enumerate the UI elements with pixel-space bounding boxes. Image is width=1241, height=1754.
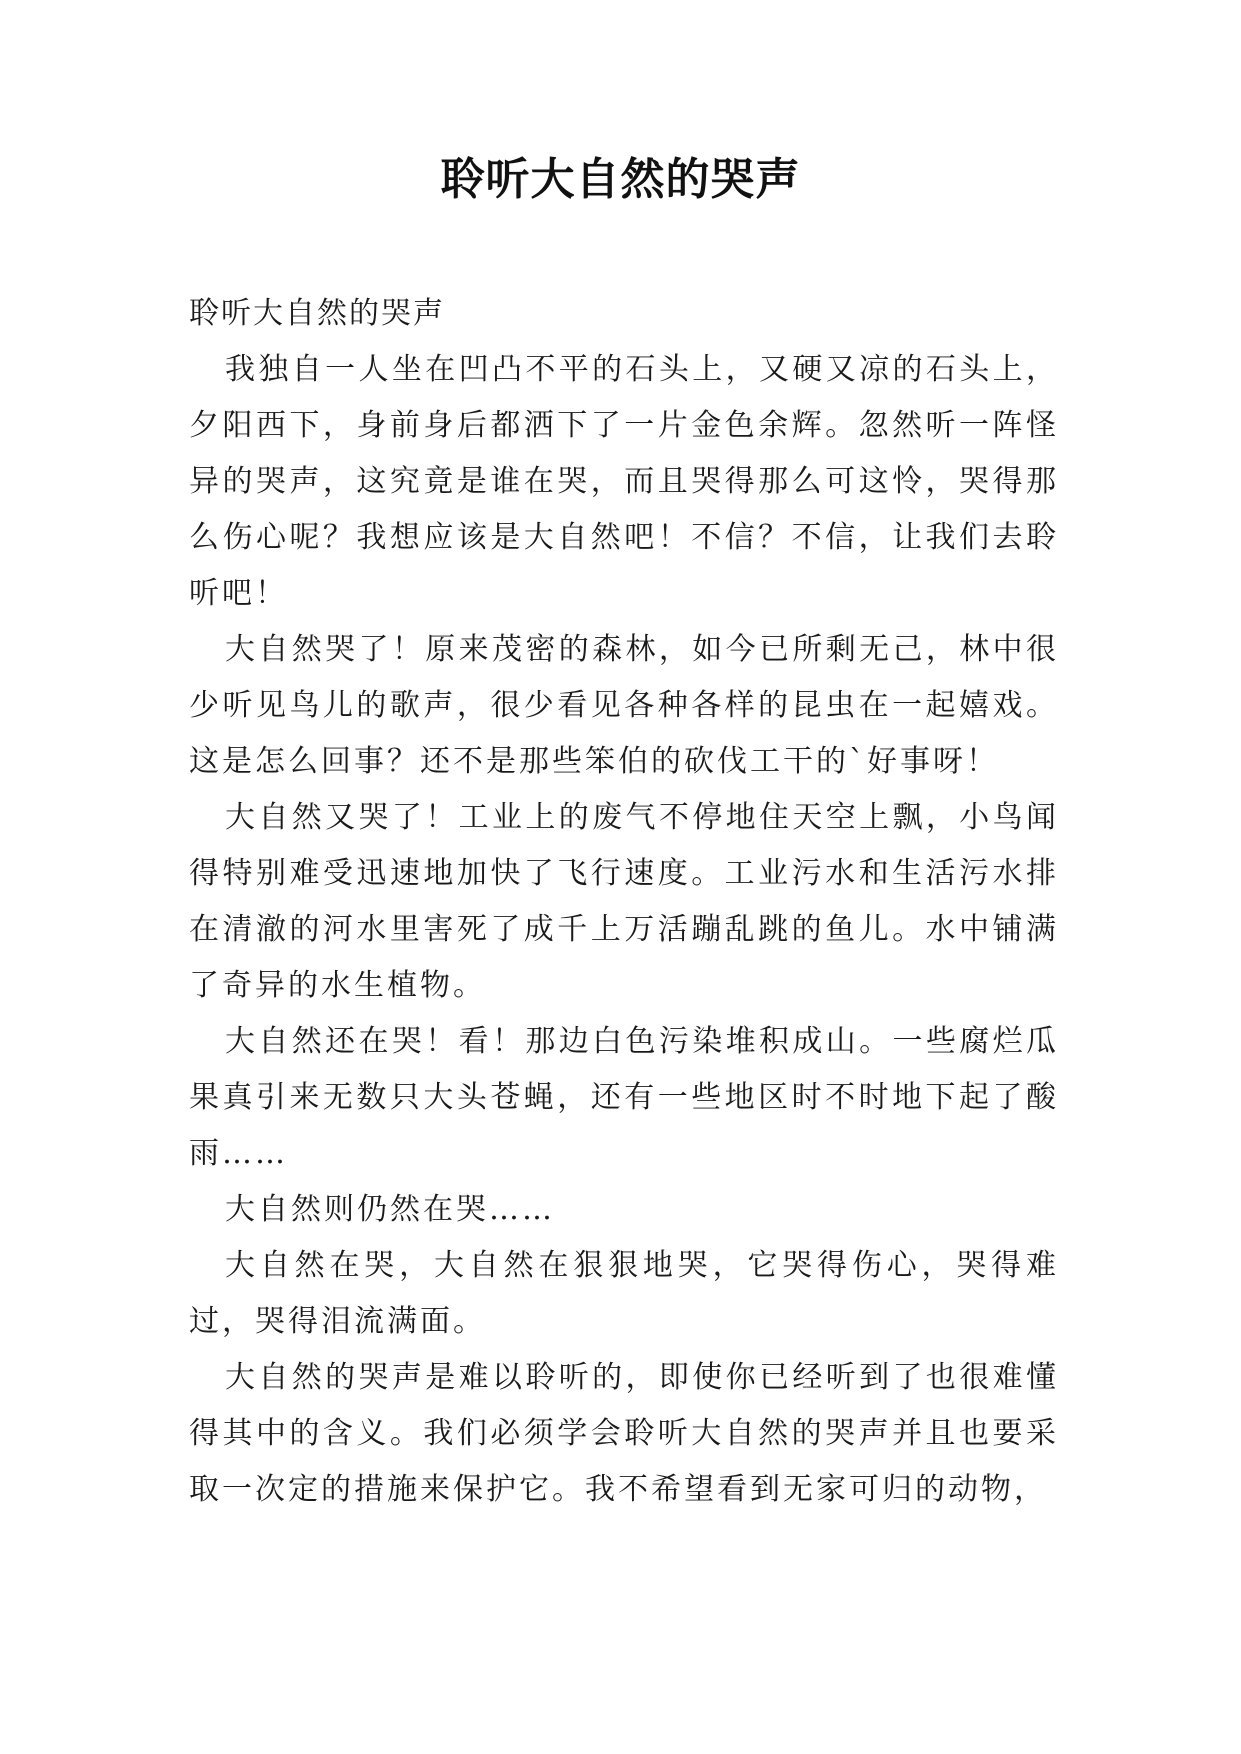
paragraph: 大自然在哭，大自然在狠狠地哭，它哭得伤心，哭得难过，哭得泪流满面。 <box>189 1248 1059 1339</box>
document-title: 聆听大自然的哭声 <box>440 154 801 205</box>
paragraph: 大自然还在哭！看！那边白色污染堆积成山。一些腐烂瓜果真引来无数只大头苍蝇，还有一些地区时不时地下起了酸雨…… <box>189 1024 1059 1171</box>
document-body <box>189 286 1059 1518</box>
document-subtitle: 聆听大自然的哭声 <box>189 296 445 331</box>
paragraph: 大自然又哭了！工业上的废气不停地住天空上飘，小鸟闻得特别难受迅速地加快了飞行速度。工业污水和生活污水排在清澈的河水里害死了成千上万活蹦乱跳的鱼儿。水中铺满了奇异的水生植物。 <box>189 800 1059 1003</box>
paragraph: 大自然的哭声是难以聆听的，即使你已经听到了也很难懂得其中的含义。我们必须学会聆听大自然的哭声并且也要采取一次定的措施来保护它。我不希望看到无家可归的动物， <box>189 1360 1059 1507</box>
paragraph: 我独自一人坐在凹凸不平的石头上，又硬又凉的石头上，夕阳西下，身前身后都洒下了一片金色余辉。忽然听一阵怪异的哭声，这究竟是谁在哭，而且哭得那么可这怜，哭得那么伤心呢？我想应该是大自然吧！不信？不信，让我们去聆听吧！ <box>189 352 1059 611</box>
paragraph: 大自然哭了！原来茂密的森林，如今已所剩无己，林中很少听见鸟儿的歌声，很少看见各种各样的昆虫在一起嬉戏。这是怎么回事？还不是那些笨伯的砍伐工干的`好事呀！ <box>189 632 1059 779</box>
paragraph: 大自然则仍然在哭…… <box>225 1192 555 1227</box>
